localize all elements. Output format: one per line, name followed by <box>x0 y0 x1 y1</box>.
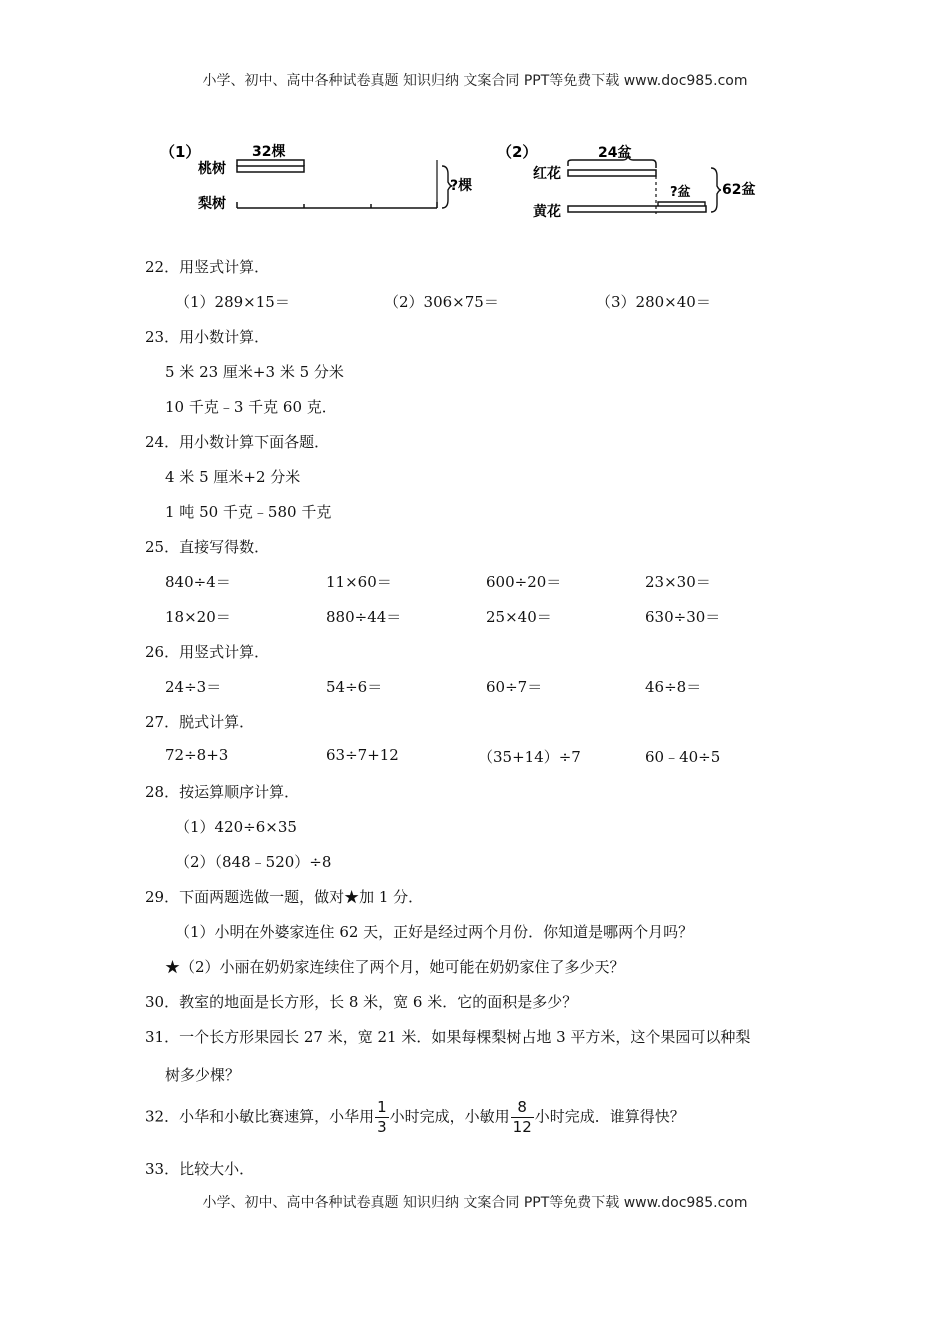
diagram1-row1-label: 桃树 <box>198 161 226 177</box>
q32-part-3: 小时完成．谁算得快？ <box>534 1107 685 1126</box>
q27-item: 63÷7+12 <box>326 746 399 764</box>
q27-title: 27．脱式计算． <box>145 713 255 731</box>
q31-line-2: 树多少棵？ <box>165 1066 241 1084</box>
q24-line-2: 1 吨 50 千克﹣580 千克 <box>165 503 332 521</box>
q32-fraction-1: $\frac{1}{3}$ <box>377 1098 387 1136</box>
q25-item: 880÷44＝ <box>326 608 402 626</box>
q25-item: 23×30＝ <box>645 573 711 591</box>
q31-line-1: 31．一个长方形果园长 27 米，宽 21 米．如果每棵梨树占地 3 平方米，这个果园可以种梨 <box>145 1028 751 1046</box>
diagram2-row1-bar <box>568 170 656 176</box>
diagram2-label: （2） <box>497 143 538 161</box>
q26-item: 46÷8＝ <box>645 678 702 696</box>
diagram1-label: （1） <box>160 143 201 161</box>
q25-item: 840÷4＝ <box>165 573 231 591</box>
diagram1-right-label: ?棵 <box>450 178 473 194</box>
q29-line-2: ★（2）小丽在奶奶家连续住了两个月，她可能在奶奶家住了多少天？ <box>165 958 625 976</box>
diagram2-row2-bar <box>568 206 706 212</box>
diagram1-top-brace <box>237 160 304 166</box>
q22-title: 22．用竖式计算． <box>145 258 270 276</box>
diagram1-row1-bar <box>237 166 304 172</box>
q26-title: 26．用竖式计算． <box>145 643 270 661</box>
q33-title: 33．比较大小． <box>145 1160 255 1178</box>
q25-item: 25×40＝ <box>486 608 552 626</box>
q22-item-3: （3）280×40＝ <box>596 293 711 311</box>
page-footer: 小学、初中、高中各种试卷真题 知识归纳 文案合同 PPT等免费下载 www.doc985.com <box>202 1195 748 1211</box>
diagram2-right-brace <box>711 168 721 212</box>
bar-diagrams-figure <box>150 130 790 220</box>
diagram2-right-label: 62盆 <box>722 182 756 198</box>
q29-line-1: （1）小明在外婆家连住 62 天，正好是经过两个月份．你知道是哪两个月吗？ <box>175 923 694 941</box>
q26-item: 60÷7＝ <box>486 678 543 696</box>
q27-item: 60﹣40÷5 <box>645 748 721 766</box>
diagram2-row1-label: 红花 <box>533 166 561 182</box>
q32-part-2: 小时完成，小敏用 <box>389 1107 510 1126</box>
diagram2-top-label: 24盆 <box>598 145 632 161</box>
q22-item-1: （1）289×15＝ <box>175 293 290 311</box>
q23-title: 23．用小数计算． <box>145 328 270 346</box>
q30-title: 30．教室的地面是长方形，长 8 米，宽 6 米．它的面积是多少？ <box>145 993 578 1011</box>
q24-title: 24．用小数计算下面各题． <box>145 433 330 451</box>
q23-line-2: 10 千克﹣3 千克 60 克． <box>165 398 337 416</box>
q29-title: 29．下面两题选做一题，做对★加 1 分． <box>145 888 424 906</box>
q32-text <box>145 1100 685 1135</box>
q23-line-1: 5 米 23 厘米+3 米 5 分米 <box>165 363 344 381</box>
diagram2-mid-label: ?盆 <box>670 185 691 200</box>
q32-part-1: 32．小华和小敏比赛速算，小华用 <box>145 1107 375 1126</box>
q25-title: 25．直接写得数． <box>145 538 270 556</box>
diagram2-row2-label: 黄花 <box>533 204 561 220</box>
q26-item: 54÷6＝ <box>326 678 383 696</box>
q26-item: 24÷3＝ <box>165 678 222 696</box>
q28-line-1: （1）420÷6×35 <box>175 818 297 836</box>
page-header: 小学、初中、高中各种试卷真题 知识归纳 文案合同 PPT等免费下载 www.doc985.com <box>202 73 748 89</box>
q27-item: 72÷8+3 <box>165 746 229 764</box>
q25-item: 18×20＝ <box>165 608 231 626</box>
q32-fraction-2: $\frac{8}{12}$ <box>512 1098 532 1136</box>
q25-item: 600÷20＝ <box>486 573 562 591</box>
q25-item: 11×60＝ <box>326 573 392 591</box>
q25-item: 630÷30＝ <box>645 608 721 626</box>
diagram1-row2-label: 梨树 <box>198 196 226 212</box>
q27-item: （35+14）÷7 <box>478 748 581 766</box>
q24-line-1: 4 米 5 厘米+2 分米 <box>165 468 301 486</box>
q28-line-2: （2）（848﹣520）÷8 <box>175 853 332 871</box>
q28-title: 28．按运算顺序计算． <box>145 783 300 801</box>
diagram1-top-label: 32棵 <box>252 144 286 160</box>
q22-item-2: （2）306×75＝ <box>384 293 499 311</box>
